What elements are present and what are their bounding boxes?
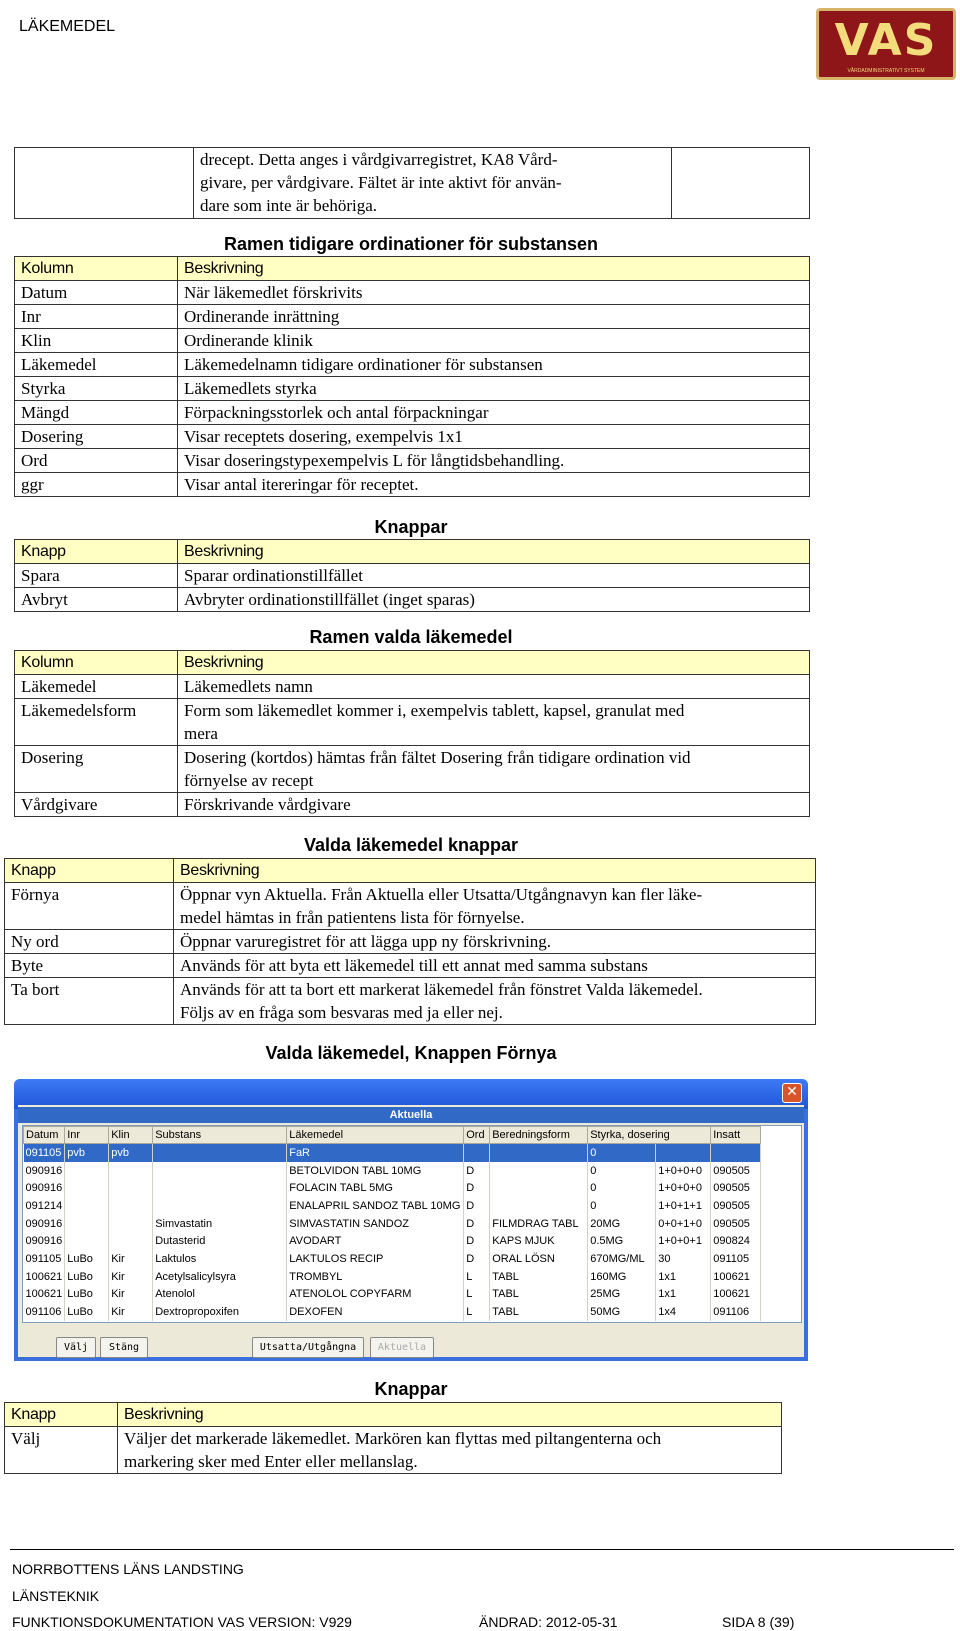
grid-cell: 091105 — [24, 1250, 65, 1268]
grid-cell: 090916 — [24, 1162, 65, 1180]
logo-subtext: VÅRDADMINISTRATIVT SYSTEM — [847, 68, 925, 74]
section-heading-valda: Ramen valda läkemedel — [309, 627, 513, 647]
aktuella-button[interactable]: Aktuella — [370, 1337, 434, 1358]
table-cell: Välj — [5, 1427, 118, 1474]
footer-divider — [10, 1549, 954, 1550]
grid-cell: 1+0+0+0 — [656, 1162, 711, 1180]
grid-cell: SIMVASTATIN SANDOZ — [287, 1215, 464, 1233]
table-cell: Förpackningsstorlek och antal förpackningar — [178, 401, 810, 425]
table-row[interactable] — [24, 1268, 761, 1286]
grid-cell: 160MG — [588, 1268, 656, 1286]
grid-cell: BETOLVIDON TABL 10MG — [287, 1162, 464, 1180]
table-cell: Ordinerande klinik — [178, 329, 810, 353]
grid-cell: 20MG — [588, 1215, 656, 1233]
table-cell: Öppnar varuregistret för att lägga upp ny förskrivning. — [174, 930, 816, 954]
grid-cell: Kir — [109, 1250, 153, 1268]
table-cell: Ord — [15, 449, 178, 473]
grid-cell: 100621 — [24, 1286, 65, 1304]
intro-line: dare som inte är behöriga. — [199, 196, 377, 215]
grid-cell: 1x1 — [656, 1286, 711, 1304]
grid-cell — [109, 1179, 153, 1197]
grid-cell: 091106 — [24, 1303, 65, 1321]
table-cell: Ordinerande inrättning — [178, 305, 810, 329]
grid-cell — [711, 1144, 761, 1162]
table-cell: Byte — [5, 954, 174, 978]
grid-cell — [490, 1179, 588, 1197]
grid-cell: FILMDRAG TABL — [490, 1215, 588, 1233]
grid-cell: pvb — [65, 1144, 109, 1162]
table-cell: Ny ord — [5, 930, 174, 954]
grid-cell — [153, 1144, 287, 1162]
grid-cell: D — [464, 1197, 490, 1215]
grid-cell: ENALAPRIL SANDOZ TABL 10MG — [287, 1197, 464, 1215]
col-header: Kolumn — [15, 257, 178, 281]
table-cell-line: förnyelse av recept — [184, 771, 314, 790]
col-header: Beskrivning — [174, 859, 816, 883]
utsatta-utgangna-button[interactable]: Utsatta/Utgångna — [252, 1337, 364, 1358]
grid-cell — [109, 1162, 153, 1180]
logo-text: VAS — [834, 15, 938, 66]
grid-cell — [65, 1232, 109, 1250]
table-cell: Datum — [15, 281, 178, 305]
grid-cell: L — [464, 1303, 490, 1321]
table-cell-line: Form som läkemedlet kommer i, exempelvis tablett, kapsel, granulat med — [184, 701, 685, 720]
window-body — [18, 1105, 804, 1357]
footer-org: NORRBOTTENS LÄNS LANDSTING — [12, 1561, 244, 1577]
grid-cell: 090824 — [711, 1232, 761, 1250]
table-row[interactable] — [24, 1232, 761, 1250]
col-header: Knapp — [5, 859, 174, 883]
grid-cell — [109, 1232, 153, 1250]
table-row[interactable] — [24, 1162, 761, 1180]
grid-cell: 090505 — [711, 1197, 761, 1215]
column-header[interactable]: Substans — [153, 1127, 287, 1144]
col-header: Knapp — [15, 540, 178, 564]
footer-doc: FUNKTIONSDOKUMENTATION VAS VERSION: V929 — [12, 1614, 352, 1630]
grid-cell: 090916 — [24, 1215, 65, 1233]
grid-cell: Acetylsalicylsyra — [153, 1268, 287, 1286]
section-heading-knappar: Knappar — [374, 517, 448, 537]
grid-cell: Simvastatin — [153, 1215, 287, 1233]
valj-button[interactable]: Välj — [56, 1337, 96, 1358]
grid-cell: 100621 — [24, 1268, 65, 1286]
column-header[interactable]: Beredningsform — [490, 1127, 588, 1144]
grid-cell: ATENOLOL COPYFARM — [287, 1286, 464, 1304]
table-cell: Dosering — [15, 425, 178, 449]
grid-cell: 0 — [588, 1162, 656, 1180]
col-header: Knapp — [5, 1403, 118, 1427]
table-cell: När läkemedlet förskrivits — [178, 281, 810, 305]
table-row[interactable] — [24, 1179, 761, 1197]
grid-cell — [153, 1179, 287, 1197]
table-cell: Läkemedelsform — [15, 699, 178, 746]
grid-cell: Laktulos — [153, 1250, 287, 1268]
grid-cell — [490, 1197, 588, 1215]
grid-cell — [109, 1215, 153, 1233]
table-cell: Förnya — [5, 883, 174, 930]
table-cell-line: Följs av en fråga som besvaras med ja eller nej. — [180, 1003, 503, 1022]
grid-cell: 100621 — [711, 1268, 761, 1286]
section-heading-tidigare: Ramen tidigare ordinationer för substansen — [223, 234, 599, 254]
table-cell: Läkemedel — [15, 353, 178, 377]
close-icon[interactable]: ✕ — [782, 1083, 802, 1103]
aktuella-grid[interactable] — [22, 1125, 802, 1323]
table-cell: Avbryt — [15, 588, 178, 612]
grid-cell — [490, 1162, 588, 1180]
grid-cell: 090505 — [711, 1179, 761, 1197]
grid-cell: 30 — [656, 1250, 711, 1268]
grid-cell: LuBo — [65, 1268, 109, 1286]
vas-logo — [816, 8, 956, 80]
grid-cell: TROMBYL — [287, 1268, 464, 1286]
section-heading-screenshot: Valda läkemedel, Knappen Förnya — [265, 1043, 557, 1063]
grid-cell — [656, 1144, 711, 1162]
grid-cell: 1+0+1+1 — [656, 1197, 711, 1215]
grid-cell: AVODART — [287, 1232, 464, 1250]
grid-cell: Kir — [109, 1286, 153, 1304]
table-cell-line: markering sker med Enter eller mellanslag. — [124, 1452, 418, 1471]
grid-cell: D — [464, 1179, 490, 1197]
grid-cell: TABL — [490, 1303, 588, 1321]
grid-cell: D — [464, 1250, 490, 1268]
grid-cell: 0.5MG — [588, 1232, 656, 1250]
table-cell: Visar doseringstypexempelvis L för långtidsbehandling. — [178, 449, 810, 473]
aktuella-window — [14, 1079, 808, 1361]
column-header[interactable]: Klin — [109, 1127, 153, 1144]
grid-cell — [490, 1144, 588, 1162]
col-header: Beskrivning — [178, 651, 810, 675]
table-cell: Visar receptets dosering, exempelvis 1x1 — [178, 425, 810, 449]
table-cell-line: mera — [184, 724, 218, 743]
grid-cell: Kir — [109, 1303, 153, 1321]
intro-line: drecept. Detta anges i vårdgivarregistret, KA8 Vård- — [199, 150, 558, 169]
table-cell: Läkemedlets styrka — [178, 377, 810, 401]
grid-cell: LuBo — [65, 1286, 109, 1304]
grid-cell: 100621 — [711, 1286, 761, 1304]
grid-cell: 0 — [588, 1179, 656, 1197]
table-row[interactable] — [24, 1303, 761, 1321]
table-row[interactable] — [24, 1215, 761, 1233]
grid-cell: 1+0+0+1 — [656, 1232, 711, 1250]
intro-table — [14, 147, 810, 219]
table-cell-line: Dosering (kortdos) hämtas från fältet Dosering från tidigare ordination vid — [184, 748, 691, 767]
aktuella-table — [23, 1126, 761, 1321]
table-cell: Styrka — [15, 377, 178, 401]
table-cell: Vårdgivare — [15, 793, 178, 817]
column-header[interactable]: Datum — [24, 1127, 65, 1144]
footer-page: SIDA 8 (39) — [722, 1614, 795, 1630]
grid-cell: 1x4 — [656, 1303, 711, 1321]
valda-table — [14, 650, 810, 817]
grid-cell: Atenolol — [153, 1286, 287, 1304]
grid-cell: 1x1 — [656, 1268, 711, 1286]
grid-cell: D — [464, 1232, 490, 1250]
table-cell: Klin — [15, 329, 178, 353]
grid-cell: D — [464, 1215, 490, 1233]
grid-cell: KAPS MJUK — [490, 1232, 588, 1250]
grid-cell: Dextropropoxifen — [153, 1303, 287, 1321]
grid-cell — [65, 1197, 109, 1215]
grid-cell: Kir — [109, 1268, 153, 1286]
table-cell: Sparar ordinationstillfället — [178, 564, 810, 588]
col-header: Beskrivning — [178, 540, 810, 564]
column-header[interactable]: Insatt — [711, 1127, 761, 1144]
grid-cell: 50MG — [588, 1303, 656, 1321]
grid-cell: 091106 — [711, 1303, 761, 1321]
table-row[interactable] — [24, 1250, 761, 1268]
grid-cell — [65, 1215, 109, 1233]
grid-cell — [153, 1162, 287, 1180]
grid-cell: TABL — [490, 1286, 588, 1304]
column-header[interactable]: Inr — [65, 1127, 109, 1144]
grid-cell: DEXOFEN — [287, 1303, 464, 1321]
column-header[interactable]: Ord — [464, 1127, 490, 1144]
grid-cell: L — [464, 1268, 490, 1286]
valda-knappar-table — [4, 858, 816, 1025]
table-cell: Ta bort — [5, 978, 174, 1025]
table-cell: Dosering — [15, 746, 178, 793]
grid-cell: LuBo — [65, 1303, 109, 1321]
table-cell: ggr — [15, 473, 178, 497]
grid-cell: 091105 — [711, 1250, 761, 1268]
grid-cell: 0+0+1+0 — [656, 1215, 711, 1233]
page-header-title: LÄKEMEDEL — [19, 18, 116, 35]
grid-cell: 0 — [588, 1197, 656, 1215]
grid-cell — [464, 1144, 490, 1162]
stang-button[interactable]: Stäng — [100, 1337, 148, 1358]
grid-cell: ORAL LÖSN — [490, 1250, 588, 1268]
footer-dept: LÄNSTEKNIK — [12, 1588, 100, 1604]
grid-cell: L — [464, 1286, 490, 1304]
table-cell: Förskrivande vårdgivare — [178, 793, 810, 817]
grid-cell: TABL — [490, 1268, 588, 1286]
table-cell-line: medel hämtas in från patientens lista för förnyelse. — [180, 908, 525, 927]
table-row[interactable] — [24, 1197, 761, 1215]
grid-cell: 091214 — [24, 1197, 65, 1215]
footer-changed: ÄNDRAD: 2012-05-31 — [479, 1614, 618, 1630]
grid-cell — [65, 1179, 109, 1197]
table-cell: Läkemedlets namn — [178, 675, 810, 699]
tidigare-table — [14, 256, 810, 497]
grid-cell: pvb — [109, 1144, 153, 1162]
grid-cell: 090505 — [711, 1215, 761, 1233]
section-heading-knappar-2: Knappar — [374, 1379, 448, 1399]
table-row[interactable] — [24, 1286, 761, 1304]
column-header[interactable]: Styrka, dosering — [588, 1127, 711, 1144]
grid-cell: 1+0+0+0 — [656, 1179, 711, 1197]
table-cell: Spara — [15, 564, 178, 588]
table-cell-line: Öppnar vyn Aktuella. Från Aktuella eller Utsatta/Utgångnavyn kan fler läke- — [180, 885, 703, 904]
grid-cell: FaR — [287, 1144, 464, 1162]
grid-cell: 090505 — [711, 1162, 761, 1180]
grid-cell: 090916 — [24, 1232, 65, 1250]
table-cell: Mängd — [15, 401, 178, 425]
section-heading-valda-knappar: Valda läkemedel knappar — [303, 835, 519, 855]
table-cell-line: Används för att ta bort ett markerat läkemedel från fönstret Valda läkemedel. — [180, 980, 703, 999]
col-header: Beskrivning — [118, 1403, 782, 1427]
window-title: Aktuella — [18, 1107, 804, 1123]
table-cell: Läkemedel — [15, 675, 178, 699]
grid-cell: 090916 — [24, 1179, 65, 1197]
col-header: Kolumn — [15, 651, 178, 675]
intro-line: givare, per vårdgivare. Fältet är inte aktivt för använ- — [199, 173, 562, 192]
grid-cell: 091105 — [24, 1144, 65, 1162]
table-row[interactable] — [24, 1144, 761, 1162]
grid-cell: 25MG — [588, 1286, 656, 1304]
grid-cell — [153, 1197, 287, 1215]
grid-cell: D — [464, 1162, 490, 1180]
grid-cell: Dutasterid — [153, 1232, 287, 1250]
knappar-2-table — [4, 1402, 782, 1474]
table-cell: Visar antal itereringar för receptet. — [178, 473, 810, 497]
grid-cell: FOLACIN TABL 5MG — [287, 1179, 464, 1197]
grid-cell — [65, 1162, 109, 1180]
column-header[interactable]: Läkemedel — [287, 1127, 464, 1144]
table-cell: Läkemedelnamn tidigare ordinationer för substansen — [178, 353, 810, 377]
table-cell: Används för att byta ett läkemedel till ett annat med samma substans — [174, 954, 816, 978]
grid-cell: LuBo — [65, 1250, 109, 1268]
table-cell: Avbryter ordinationstillfället (inget sparas) — [178, 588, 810, 612]
grid-cell: LAKTULOS RECIP — [287, 1250, 464, 1268]
grid-cell: 0 — [588, 1144, 656, 1162]
grid-cell: 670MG/ML — [588, 1250, 656, 1268]
knappar-table — [14, 539, 810, 612]
col-header: Beskrivning — [178, 257, 810, 281]
table-cell: Inr — [15, 305, 178, 329]
grid-cell — [109, 1197, 153, 1215]
table-cell-line: Väljer det markerade läkemedlet. Markören kan flyttas med piltangenterna och — [124, 1429, 662, 1448]
